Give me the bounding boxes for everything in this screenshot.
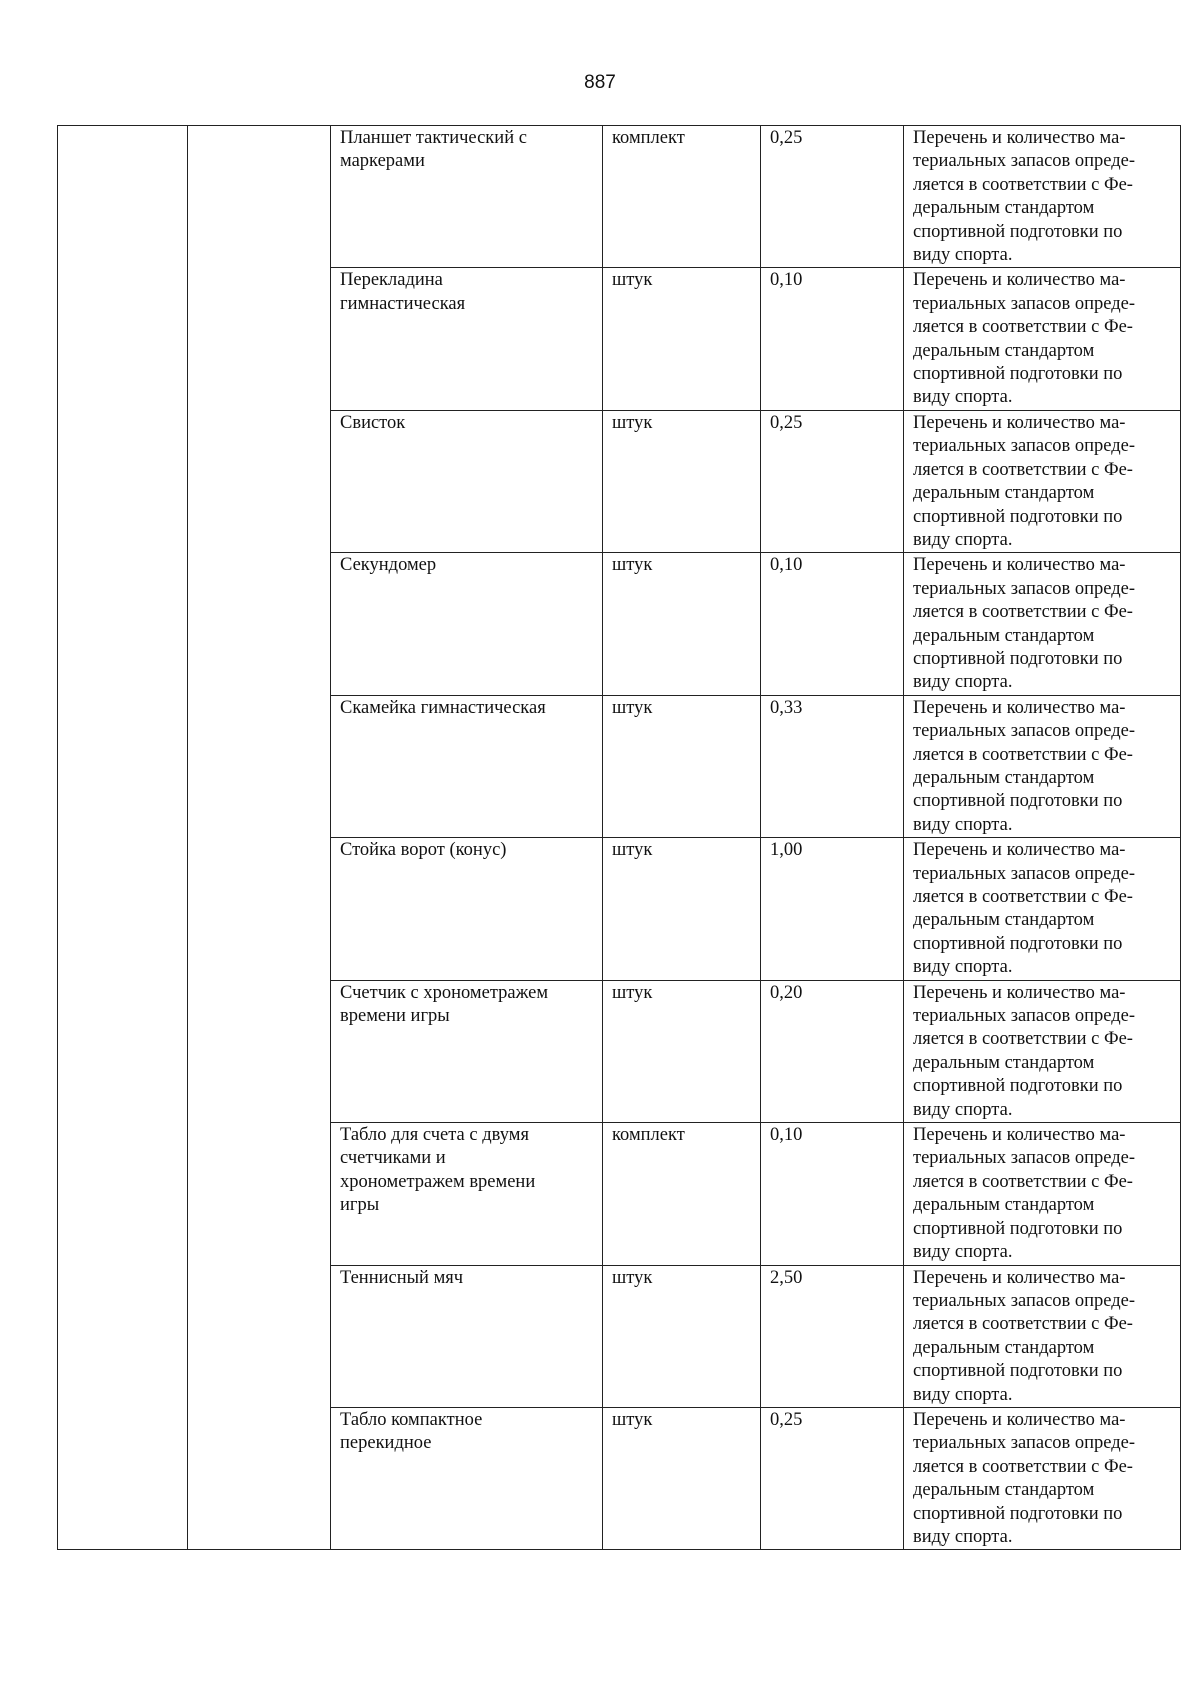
unit-cell: штук: [603, 1407, 761, 1549]
item-name-cell: Скамейка гимнастическая: [331, 695, 603, 837]
item-name-cell: Стойка ворот (конус): [331, 838, 603, 980]
note-cell: Перечень и количество ма- териальных запасов опреде- ляется в соответствии с Фе- деральным стандартом спортивной подготовки по виду спорта.: [904, 553, 1181, 695]
quantity-cell: 0,10: [761, 553, 904, 695]
merged-empty-cell-2: [188, 126, 331, 1550]
note-cell: Перечень и количество ма- териальных запасов опреде- ляется в соответствии с Фе- деральным стандартом спортивной подготовки по виду спорта.: [904, 980, 1181, 1122]
quantity-cell: 0,25: [761, 126, 904, 268]
unit-cell: штук: [603, 838, 761, 980]
equipment-table: [57, 125, 1181, 1550]
page-number: 887: [584, 72, 616, 93]
unit-cell: комплект: [603, 1123, 761, 1265]
item-name-cell: Теннисный мяч: [331, 1265, 603, 1407]
note-cell: Перечень и количество ма- териальных запасов опреде- ляется в соответствии с Фе- деральным стандартом спортивной подготовки по виду спорта.: [904, 1265, 1181, 1407]
quantity-cell: 1,00: [761, 838, 904, 980]
note-cell: Перечень и количество ма- териальных запасов опреде- ляется в соответствии с Фе- деральным стандартом спортивной подготовки по виду спорта.: [904, 695, 1181, 837]
quantity-cell: 0,25: [761, 1407, 904, 1549]
item-name-cell: Свисток: [331, 410, 603, 552]
quantity-cell: 0,25: [761, 410, 904, 552]
equipment-table-body: [58, 126, 1181, 1550]
unit-cell: штук: [603, 695, 761, 837]
item-name-cell: Счетчик с хронометражем времени игры: [331, 980, 603, 1122]
unit-cell: штук: [603, 268, 761, 410]
item-name-cell: Секундомер: [331, 553, 603, 695]
note-cell: Перечень и количество ма- териальных запасов опреде- ляется в соответствии с Фе- деральным стандартом спортивной подготовки по виду спорта.: [904, 1123, 1181, 1265]
unit-cell: комплект: [603, 126, 761, 268]
note-cell: Перечень и количество ма- териальных запасов опреде- ляется в соответствии с Фе- деральным стандартом спортивной подготовки по виду спорта.: [904, 126, 1181, 268]
note-cell: Перечень и количество ма- териальных запасов опреде- ляется в соответствии с Фе- деральным стандартом спортивной подготовки по виду спорта.: [904, 1407, 1181, 1549]
quantity-cell: 0,33: [761, 695, 904, 837]
quantity-cell: 0,10: [761, 1123, 904, 1265]
quantity-cell: 0,20: [761, 980, 904, 1122]
item-name-cell: Перекладина гимнастическая: [331, 268, 603, 410]
table-row: [58, 126, 1181, 268]
merged-empty-cell-1: [58, 126, 188, 1550]
note-cell: Перечень и количество ма- териальных запасов опреде- ляется в соответствии с Фе- деральным стандартом спортивной подготовки по виду спорта.: [904, 838, 1181, 980]
item-name-cell: Табло для счета с двумя счетчиками и хронометражем времени игры: [331, 1123, 603, 1265]
note-cell: Перечень и количество ма- териальных запасов опреде- ляется в соответствии с Фе- деральным стандартом спортивной подготовки по виду спорта.: [904, 410, 1181, 552]
unit-cell: штук: [603, 553, 761, 695]
unit-cell: штук: [603, 1265, 761, 1407]
quantity-cell: 0,10: [761, 268, 904, 410]
note-cell: Перечень и количество ма- териальных запасов опреде- ляется в соответствии с Фе- деральным стандартом спортивной подготовки по виду спорта.: [904, 268, 1181, 410]
quantity-cell: 2,50: [761, 1265, 904, 1407]
unit-cell: штук: [603, 410, 761, 552]
item-name-cell: Планшет тактический с маркерами: [331, 126, 603, 268]
item-name-cell: Табло компактное перекидное: [331, 1407, 603, 1549]
unit-cell: штук: [603, 980, 761, 1122]
